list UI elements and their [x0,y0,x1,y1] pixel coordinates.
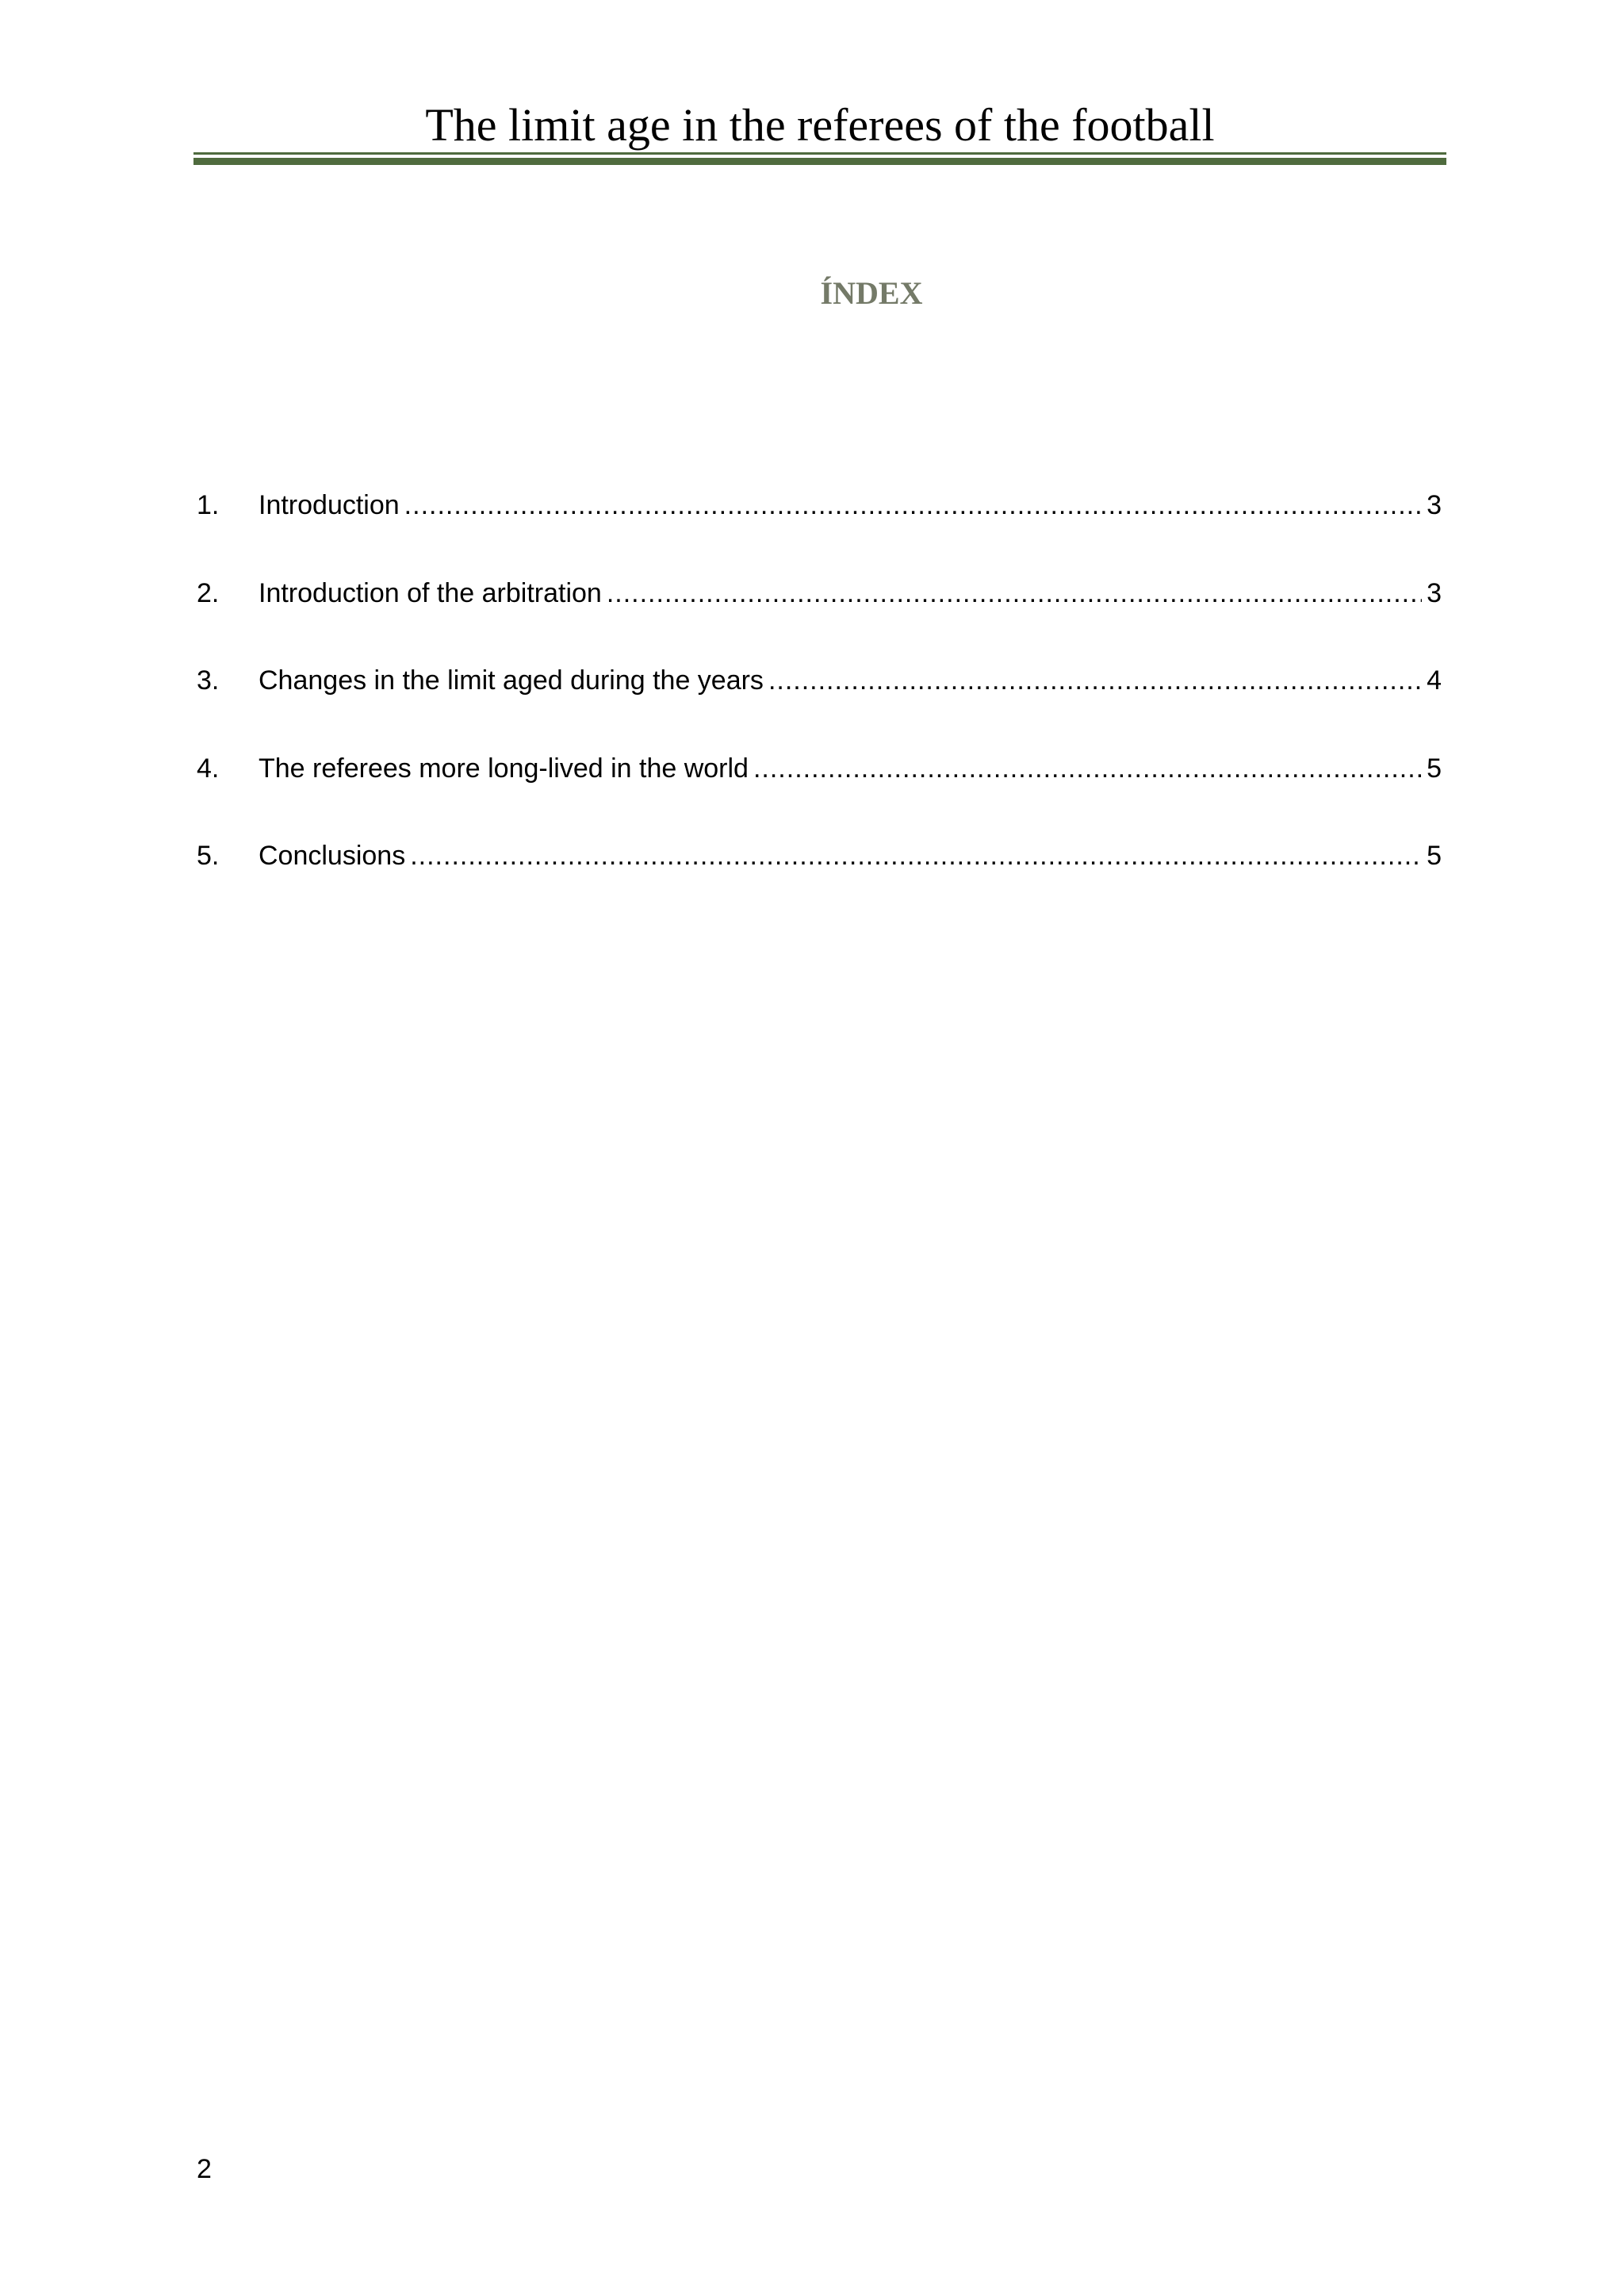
toc-entry-number: 2. [197,577,220,608]
toc-dot-leader [607,569,1422,617]
toc-entry-page: 3 [1427,490,1442,520]
toc-entry-number: 1. [197,490,220,520]
toc-dot-leader [404,481,1422,529]
header-divider-thin [193,152,1446,155]
toc-dot-leader [768,657,1422,704]
document-header-title: The limit age in the referees of the football [425,99,1215,151]
toc-entry-title: Introduction [259,490,400,520]
header-divider-thick [193,158,1446,165]
table-of-contents [197,481,1442,920]
toc-entry-number: 3. [197,665,220,696]
toc-entry-conclusions[interactable] [197,832,1442,920]
toc-entry-title: Changes in the limit aged during the years [259,665,764,696]
toc-entry-changes-limit-age[interactable] [197,657,1442,745]
toc-entry-page: 5 [1427,753,1442,784]
toc-entry-number: 4. [197,753,220,784]
toc-entry-title: The referees more long-lived in the world [259,753,749,784]
toc-entry-title: Introduction of the arbitration [259,577,602,608]
toc-entry-number: 5. [197,841,220,871]
toc-entry-page: 5 [1427,841,1442,871]
toc-dot-leader [753,745,1422,792]
toc-entry-arbitration[interactable] [197,569,1442,657]
toc-entry-page: 4 [1427,665,1442,696]
toc-entry-page: 3 [1427,577,1442,608]
toc-entry-title: Conclusions [259,841,406,871]
toc-entry-introduction[interactable] [197,481,1442,569]
page-number: 2 [197,2154,212,2184]
toc-dot-leader [410,832,1422,880]
toc-entry-long-lived-referees[interactable] [197,745,1442,833]
index-heading: ÍNDEX [820,275,923,311]
